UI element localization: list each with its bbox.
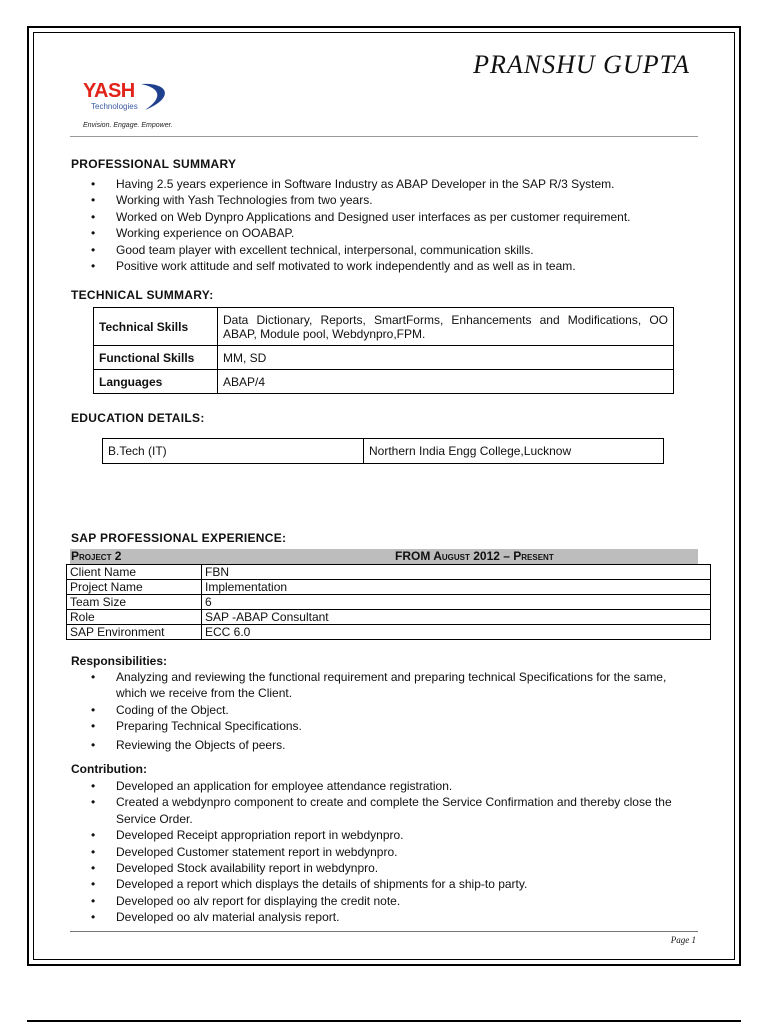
table-row [67,610,711,625]
list-item: • Positive work attitude and self motivated to work independently and as well as in team. [71,258,711,274]
professional-summary-heading: PROFESSIONAL SUMMARY [71,157,237,171]
contribution-list [71,778,696,926]
table-cell-value: Implementation [202,580,711,595]
table-cell-key: Functional Skills [94,346,218,370]
education-college: Northern India Engg College,Lucknow [364,439,664,464]
table-cell-key: SAP Environment [67,625,202,640]
next-page-border [27,1020,741,1026]
professional-summary-list [71,176,711,274]
table-row [67,625,711,640]
project-label: Project 2 [71,549,122,563]
table-cell-key: Role [67,610,202,625]
table-cell-key: Project Name [67,580,202,595]
logo-tagline: Envision. Engage. Empower. [83,122,173,129]
candidate-name: PRANSHU GUPTA [473,50,690,79]
technical-summary-heading: TECHNICAL SUMMARY: [71,288,214,302]
list-item: • Working experience on OOABAP. [71,225,711,241]
table-cell-value: ECC 6.0 [202,625,711,640]
technical-summary-table [93,307,674,394]
contribution-heading: Contribution: [71,762,147,776]
list-item: • Good team player with excellent technical, interpersonal, communication skills. [71,242,711,258]
table-cell-key: Languages [94,370,218,394]
list-item: • Developed a report which displays the details of shipments for a ship-to party. [71,876,696,892]
list-item: • Having 2.5 years experience in Software Industry as ABAP Developer in the SAP R/3 System. [71,176,711,192]
header-divider [70,136,698,137]
company-logo [83,80,193,132]
list-item: • Developed an application for employee attendance registration. [71,778,696,794]
list-item: • Developed oo alv report for displaying the credit note. [71,893,696,909]
footer-divider [70,931,698,932]
responsibilities-heading: Responsibilities: [71,654,168,668]
experience-heading: SAP PROFESSIONAL EXPERIENCE: [71,531,287,545]
table-row [94,346,674,370]
responsibilities-list [71,669,696,753]
table-row [67,580,711,595]
list-item: • Created a webdynpro component to create and complete the Service Confirmation and thereby close the Service Order. [71,794,696,827]
education-table [102,438,664,464]
table-cell-value: MM, SD [218,346,674,370]
list-item: • Developed Stock availability report in webdynpro. [71,860,696,876]
education-heading: EDUCATION DETAILS: [71,411,205,425]
list-item: • Worked on Web Dynpro Applications and Designed user interfaces as per customer requirement. [71,209,711,225]
table-cell-key: Technical Skills [94,308,218,346]
list-item: • Analyzing and reviewing the functional requirement and preparing technical Specifications for the same, which we receive from the Client. [71,669,696,702]
table-cell-key: Client Name [67,565,202,580]
project-details-table [66,564,711,640]
table-cell-value: SAP -ABAP Consultant [202,610,711,625]
list-item: • Preparing Technical Specifications. [71,718,696,734]
logo-brand: YASH [83,80,135,102]
project-header-bar [70,549,698,564]
table-row [67,565,711,580]
table-row [94,370,674,394]
table-cell-value: FBN [202,565,711,580]
list-item: • Developed oo alv material analysis report. [71,909,696,925]
table-row [94,308,674,346]
list-item: • Working with Yash Technologies from two years. [71,192,711,208]
project-dates: FROM August 2012 – Present [395,549,554,563]
list-item: • Reviewing the Objects of peers. [71,737,696,753]
list-item: • Developed Customer statement report in webdynpro. [71,844,696,860]
table-cell-value: ABAP/4 [218,370,674,394]
table-row [67,595,711,610]
page-number: Page 1 [670,935,696,945]
table-cell-value: Data Dictionary, Reports, SmartForms, Enhancements and Modifications, OO ABAP, Module pool, Webdynpro,FPM. [218,308,674,346]
table-cell-value: 6 [202,595,711,610]
list-item: • Coding of the Object. [71,702,696,718]
table-cell-key: Team Size [67,595,202,610]
education-degree: B.Tech (IT) [103,439,364,464]
list-item: • Developed Receipt appropriation report in webdynpro. [71,827,696,843]
logo-subtitle: Technologies [91,102,138,111]
table-row [103,439,664,464]
